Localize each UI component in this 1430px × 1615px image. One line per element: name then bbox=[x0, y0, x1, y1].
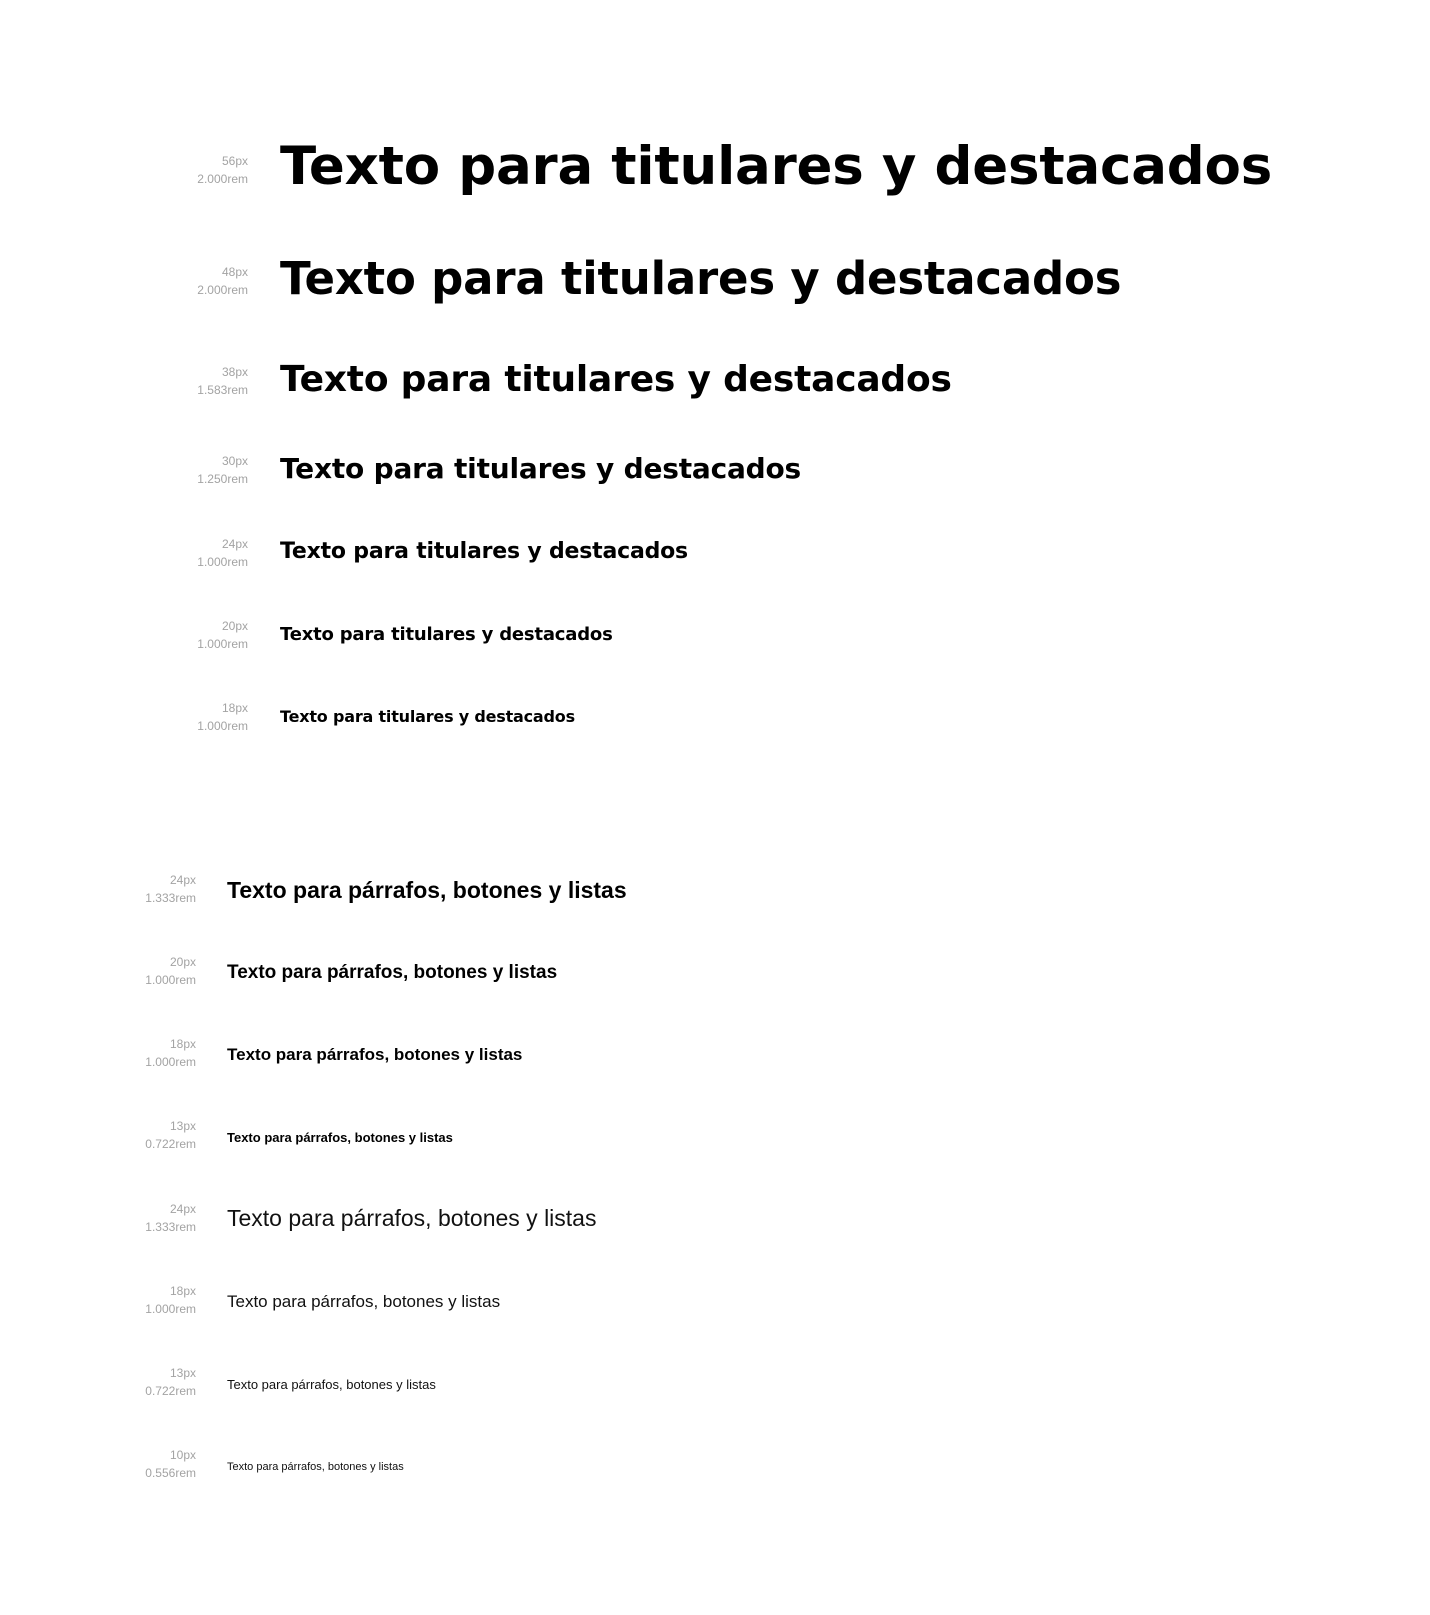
rem-size-label: 1.000rem bbox=[197, 637, 248, 651]
px-size-label: 10px bbox=[169, 1448, 196, 1462]
size-spec bbox=[148, 617, 248, 653]
body-sample-text: Texto para párrafos, botones y listas bbox=[227, 1377, 436, 1392]
body-sample-text: Texto para párrafos, botones y listas bbox=[227, 1292, 501, 1311]
rem-size-label: 1.000rem bbox=[145, 1302, 196, 1316]
px-size-label: 20px bbox=[169, 955, 196, 969]
size-spec bbox=[96, 1364, 196, 1400]
body-sample-text: Texto para párrafos, botones y listas bbox=[227, 1130, 453, 1145]
px-size-label: 24px bbox=[169, 873, 196, 887]
heading-sample-text: Texto para titulares y destacados bbox=[280, 136, 1273, 197]
rem-size-label: 1.333rem bbox=[145, 891, 196, 905]
px-size-label: 13px bbox=[169, 1119, 196, 1133]
px-size-label: 18px bbox=[221, 701, 248, 715]
rem-size-label: 1.000rem bbox=[197, 719, 248, 733]
heading-sample-text: Texto para titulares y destacados bbox=[280, 624, 613, 645]
px-size-label: 56px bbox=[221, 154, 248, 168]
px-size-label: 24px bbox=[169, 1202, 196, 1216]
size-spec bbox=[148, 452, 248, 488]
body-sample-text: Texto para párrafos, botones y listas bbox=[227, 877, 627, 903]
heading-sample-text: Texto para titulares y destacados bbox=[280, 252, 1122, 305]
px-size-label: 13px bbox=[169, 1366, 196, 1380]
rem-size-label: 1.250rem bbox=[197, 472, 248, 486]
rem-size-label: 0.722rem bbox=[145, 1384, 196, 1398]
body-sample-text: Texto para párrafos, botones y listas bbox=[227, 962, 558, 983]
rem-size-label: 1.000rem bbox=[197, 555, 248, 569]
body-sample-text: Texto para párrafos, botones y listas bbox=[227, 1205, 597, 1231]
heading-sample-text: Texto para titulares y destacados bbox=[280, 707, 575, 726]
px-size-label: 38px bbox=[221, 365, 248, 379]
size-spec bbox=[96, 1282, 196, 1318]
rem-size-label: 0.722rem bbox=[145, 1137, 196, 1151]
px-size-label: 48px bbox=[221, 265, 248, 279]
size-spec bbox=[148, 535, 248, 571]
px-size-label: 30px bbox=[221, 454, 248, 468]
px-size-label: 18px bbox=[169, 1284, 196, 1298]
size-spec bbox=[96, 1035, 196, 1071]
size-spec bbox=[96, 1117, 196, 1153]
size-spec bbox=[96, 871, 196, 907]
body-sample-text: Texto para párrafos, botones y listas bbox=[227, 1045, 523, 1064]
size-spec bbox=[148, 363, 248, 399]
rem-size-label: 1.000rem bbox=[145, 973, 196, 987]
size-spec bbox=[148, 263, 248, 299]
heading-sample-text: Texto para titulares y destacados bbox=[280, 539, 688, 564]
rem-size-label: 2.000rem bbox=[197, 172, 248, 186]
rem-size-label: 2.000rem bbox=[197, 283, 248, 297]
size-spec bbox=[96, 1200, 196, 1236]
rem-size-label: 1.000rem bbox=[145, 1055, 196, 1069]
rem-size-label: 1.583rem bbox=[197, 383, 248, 397]
size-spec bbox=[96, 953, 196, 989]
heading-sample-text: Texto para titulares y destacados bbox=[280, 359, 952, 400]
body-sample-text: Texto para párrafos, botones y listas bbox=[227, 1461, 404, 1473]
size-spec bbox=[148, 152, 248, 188]
size-spec bbox=[148, 699, 248, 735]
heading-sample-text: Texto para titulares y destacados bbox=[280, 452, 802, 485]
px-size-label: 20px bbox=[221, 619, 248, 633]
rem-size-label: 1.333rem bbox=[145, 1220, 196, 1234]
px-size-label: 18px bbox=[169, 1037, 196, 1051]
px-size-label: 24px bbox=[221, 537, 248, 551]
size-spec bbox=[96, 1446, 196, 1482]
rem-size-label: 0.556rem bbox=[145, 1466, 196, 1480]
